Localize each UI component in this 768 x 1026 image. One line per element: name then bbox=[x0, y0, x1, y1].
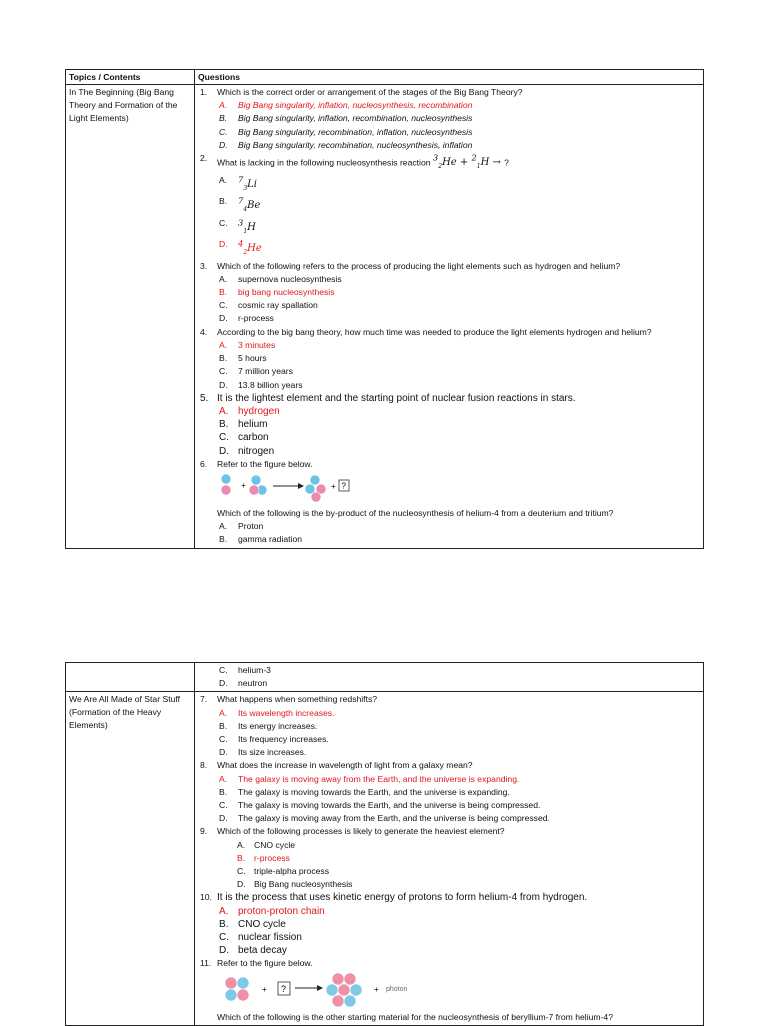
proton-particle bbox=[249, 485, 259, 495]
empty-topic-cell bbox=[66, 663, 195, 692]
q4-option-c: C. 7 million years bbox=[219, 366, 293, 377]
proton-particle bbox=[332, 973, 344, 985]
proton-particle bbox=[221, 485, 231, 495]
fusion-figure bbox=[198, 471, 700, 507]
q4-option-a: A. 3 minutes bbox=[219, 339, 276, 350]
proton-particle bbox=[338, 984, 350, 996]
photon-label: photon bbox=[386, 985, 408, 993]
reaction-equation: $^3_2$He + $^2_1$H → bbox=[432, 153, 501, 171]
q2-option-a: A. $^7_3$Li bbox=[219, 174, 257, 192]
neutron-particle bbox=[350, 984, 362, 996]
q5-option-d: D. nitrogen bbox=[219, 445, 275, 457]
q10-option-b: B. CNO cycle bbox=[219, 918, 286, 930]
q3-option-b: B. big bang nucleosynthesis bbox=[219, 287, 335, 298]
beryllium-figure bbox=[198, 971, 700, 1011]
neutron-particle bbox=[344, 995, 356, 1007]
proton-particle bbox=[332, 995, 344, 1007]
q8-option-a: A. The galaxy is moving away from the Earth, and the universe is expanding. bbox=[219, 773, 520, 784]
helium-beryllium-fusion-diagram bbox=[218, 971, 438, 1011]
q5-option-b: B. helium bbox=[219, 419, 268, 431]
continued-options-cell bbox=[195, 663, 704, 692]
q8-option-d: D. The galaxy is moving away from the Earth, and the universe is being compressed. bbox=[219, 813, 550, 824]
q7-option-b: B. Its energy increases. bbox=[219, 720, 318, 731]
header-questions: Questions bbox=[195, 70, 704, 85]
q9-option-a: A. CNO cycle bbox=[237, 839, 296, 850]
q1-option-b: B. Big Bang singularity, inflation, recombination, nucleosynthesis bbox=[219, 113, 473, 124]
q1-option-c: C. Big Bang singularity, recombination, inflation, nucleosynthesis bbox=[219, 126, 473, 137]
topic-cell: We Are All Made of Star Stuff (Formation of the Heavy Elements) bbox=[66, 692, 195, 1025]
plus-sign: + bbox=[374, 984, 379, 994]
neutron-particle bbox=[251, 475, 261, 485]
q5-option-c: C. carbon bbox=[219, 432, 269, 444]
arrow-head bbox=[317, 985, 323, 991]
questions-cell bbox=[195, 85, 704, 549]
neutron-particle bbox=[237, 977, 249, 989]
table-row bbox=[66, 692, 704, 1025]
proton-particle bbox=[225, 977, 237, 989]
arrow-head bbox=[298, 483, 304, 489]
q8-option-b: B. The galaxy is moving towards the Earth, and the universe is expanding. bbox=[219, 786, 510, 797]
plus-sign: + bbox=[262, 984, 267, 994]
q6-option-a: A. Proton bbox=[219, 521, 264, 532]
q10-option-a: A. proton-proton chain bbox=[219, 905, 325, 917]
question-table-1 bbox=[65, 69, 704, 549]
q5-option-a: A. hydrogen bbox=[219, 405, 280, 417]
q9-option-c: C. triple-alpha process bbox=[237, 866, 329, 877]
question-7: 7. What happens when something redshifts? bbox=[200, 694, 378, 705]
questions-cell bbox=[195, 692, 704, 1025]
q6-option-d: D. neutron bbox=[219, 678, 268, 689]
q1-option-d: D. Big Bang singularity, recombination, nucleosynthesis, inflation bbox=[219, 139, 473, 150]
neutron-particle bbox=[221, 474, 231, 484]
question-8: 8. What does the increase in wavelength of light from a galaxy mean? bbox=[200, 760, 473, 771]
q3-option-d: D. r-process bbox=[219, 313, 274, 324]
question-5: 5. It is the lightest element and the starting point of nuclear fusion reactions in stars. bbox=[200, 392, 576, 404]
q9-option-d: D. Big Bang nucleosynthesis bbox=[237, 879, 353, 890]
proton-particle bbox=[311, 492, 321, 502]
question-3: 3. Which of the following refers to the process of producing the light elements such as hydrogen and helium? bbox=[200, 260, 621, 271]
q3-option-c: C. cosmic ray spallation bbox=[219, 300, 318, 311]
q6-option-c: C. helium-3 bbox=[219, 665, 271, 675]
q8-option-c: C. The galaxy is moving towards the Earth, and the universe is being compressed. bbox=[219, 800, 541, 811]
unknown-mark: ? bbox=[341, 481, 346, 491]
question-6: 6. Refer to the figure below. bbox=[200, 458, 313, 469]
question-1: 1. Which is the correct order or arrangement of the stages of the Big Bang Theory? bbox=[200, 87, 523, 97]
proton-particle bbox=[344, 973, 356, 985]
deuterium-tritium-fusion-diagram bbox=[218, 471, 358, 505]
table-row bbox=[66, 663, 704, 692]
q7-option-c: C. Its frequency increases. bbox=[219, 734, 329, 745]
question-4: 4. According to the big bang theory, how much time was needed to produce the light elements hydrogen and helium? bbox=[200, 326, 652, 337]
q4-option-d: D. 13.8 billion years bbox=[219, 379, 303, 390]
q2-option-d: D. $^4_2$He bbox=[219, 239, 262, 257]
q10-option-c: C. nuclear fission bbox=[219, 932, 302, 944]
question-2: 2. What is lacking in the following nucleosynthesis reaction $^3_2$He + $^2_1$H → ? bbox=[200, 153, 509, 171]
q10-option-d: D. beta decay bbox=[219, 945, 287, 957]
q7-option-a: A. Its wavelength increases. bbox=[219, 707, 335, 718]
header-topics: Topics / Contents bbox=[66, 70, 195, 85]
q1-option-a: A. Big Bang singularity, inflation, nucleosynthesis, recombination bbox=[219, 100, 473, 111]
q2-option-b: B. $^7_4$Be bbox=[219, 196, 261, 214]
q2-option-c: C. $^3_1$H bbox=[219, 217, 256, 235]
neutron-particle bbox=[225, 989, 237, 1001]
q4-option-b: B. 5 hours bbox=[219, 353, 267, 364]
q9-option-b: B. r-process bbox=[237, 852, 290, 863]
question-6-followup: Which of the following is the by-product of the nucleosynthesis of helium-4 from a deuterium and tritium? bbox=[217, 507, 614, 518]
question-11-followup: Which of the following is the other starting material for the nucleosynthesis of beryllium-7 from helium-4? bbox=[217, 1011, 613, 1022]
proton-particle bbox=[237, 989, 249, 1001]
table-row bbox=[66, 85, 704, 549]
table-header-row bbox=[66, 70, 704, 85]
neutron-particle bbox=[310, 475, 320, 485]
question-9: 9. Which of the following processes is likely to generate the heaviest element? bbox=[200, 826, 505, 837]
plus-sign: + bbox=[241, 480, 246, 490]
question-11: 11. Refer to the figure below. bbox=[200, 958, 313, 969]
q7-option-d: D. Its size increases. bbox=[219, 747, 307, 758]
question-table-2 bbox=[65, 662, 704, 1026]
topic-cell: In The Beginning (Big Bang Theory and Formation of the Light Elements) bbox=[66, 85, 195, 549]
q6-option-b: B. gamma radiation bbox=[219, 534, 303, 545]
plus-sign: + bbox=[331, 481, 336, 491]
q3-option-a: A. supernova nucleosynthesis bbox=[219, 273, 342, 284]
neutron-particle bbox=[326, 984, 338, 996]
question-10: 10. It is the process that uses kinetic energy of protons to form helium-4 from hydrogen. bbox=[200, 892, 588, 904]
unknown-mark: ? bbox=[281, 983, 287, 994]
